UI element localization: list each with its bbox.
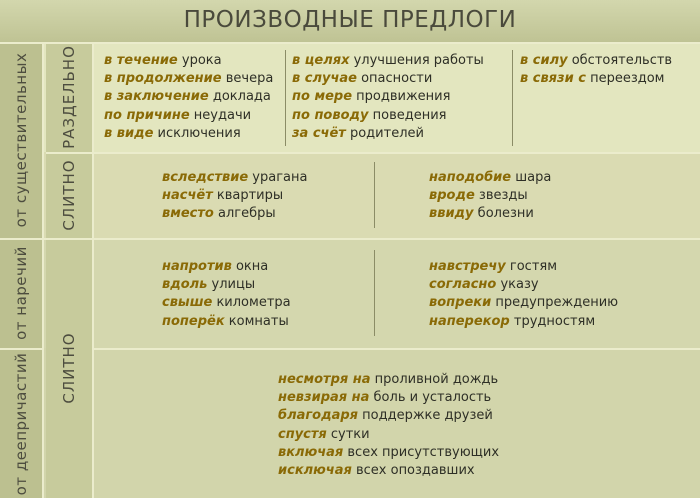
list-item [104, 125, 273, 143]
preposition: в случае [292, 71, 357, 87]
column-divider [512, 50, 513, 146]
list-adverbs-col2 [429, 258, 618, 331]
preposition: спустя [278, 426, 327, 442]
column-divider [285, 50, 286, 146]
category-label-adverbs: от наречий [12, 246, 30, 340]
column-divider [374, 250, 375, 336]
preposition: в заключение [104, 89, 209, 105]
preposition: несмотря на [278, 372, 371, 387]
example-word: урагана [248, 170, 308, 185]
example-word: гостям [505, 259, 558, 274]
example-word: комнаты [224, 313, 289, 329]
list-item [292, 88, 484, 106]
example-word: километра [212, 295, 291, 311]
preposition: в связи с [520, 71, 586, 87]
list-item [429, 169, 551, 187]
example-word: поведения [368, 107, 447, 123]
list-nouns-separate-col2 [292, 52, 484, 143]
list-nouns-separate-col3 [520, 52, 672, 88]
example-word: всех опоздавших [351, 462, 475, 478]
list-item [520, 52, 672, 70]
example-word: сутки [326, 426, 370, 442]
preposition: в виде [104, 125, 154, 141]
divider [92, 42, 94, 498]
preposition: вместо [162, 206, 214, 222]
spelling-label-together: СЛИТНО [60, 332, 78, 404]
list-item [429, 313, 618, 331]
list-nouns-separate-col1 [104, 52, 273, 143]
list-item [104, 88, 273, 106]
preposition: ввиду [429, 206, 474, 222]
page-title: ПРОИЗВОДНЫЕ ПРЕДЛОГИ [0, 0, 700, 42]
band-nouns-together [0, 152, 700, 238]
example-word: урока [177, 53, 222, 68]
list-item [162, 276, 291, 294]
list-item [429, 294, 618, 312]
list-item [278, 462, 499, 480]
preposition: вследствие [162, 170, 249, 185]
list-item [162, 205, 307, 223]
example-word: алгебры [213, 206, 276, 222]
example-word: указу [496, 277, 539, 293]
list-item [429, 258, 618, 276]
example-word: всех присутствующих [343, 444, 500, 460]
example-word: предупреждению [491, 295, 619, 311]
example-word: окна [231, 259, 269, 274]
list-item [162, 313, 291, 331]
preposition: наперекор [429, 313, 510, 329]
preposition: по поводу [292, 107, 369, 123]
list-item [429, 187, 551, 205]
preposition: благодаря [278, 408, 359, 424]
list-item [429, 276, 618, 294]
preposition: в продолжение [104, 71, 222, 87]
example-word: вечера [221, 71, 274, 87]
example-word: поддержке друзей [358, 408, 493, 424]
example-word: болезни [473, 206, 534, 222]
preposition: в течение [104, 53, 178, 68]
preposition: невзирая на [278, 390, 370, 406]
example-word: трудностям [509, 313, 596, 329]
preposition: включая [278, 444, 344, 460]
preposition: по причине [104, 107, 190, 123]
preposition: вроде [429, 188, 475, 204]
category-label-nouns: от существительных [12, 52, 30, 228]
list-item [104, 107, 273, 125]
list-item [162, 169, 307, 187]
list-item [292, 70, 484, 88]
preposition: напротив [162, 259, 232, 274]
preposition: в целях [292, 53, 350, 68]
list-nouns-together-col1 [162, 169, 307, 224]
preposition: свыше [162, 295, 213, 311]
divider [92, 348, 700, 350]
example-word: переездом [585, 71, 665, 87]
list-item [520, 70, 672, 88]
spelling-label-together: СЛИТНО [60, 159, 78, 231]
list-item [104, 70, 273, 88]
list-adverbs-col1 [162, 258, 291, 331]
preposition: насчёт [162, 188, 213, 204]
example-word: продвижения [352, 89, 451, 105]
example-word: звезды [474, 188, 528, 204]
preposition: навстречу [429, 259, 506, 274]
example-word: улицы [207, 277, 256, 293]
example-word: обстоятельств [567, 53, 673, 68]
list-item [429, 205, 551, 223]
list-nouns-together-col2 [429, 169, 551, 224]
example-word: опасности [356, 71, 433, 87]
list-item [162, 258, 291, 276]
preposition: по мере [292, 89, 353, 105]
divider [46, 152, 700, 154]
divider [0, 348, 42, 350]
list-item [278, 426, 499, 444]
preposition: исключая [278, 462, 352, 478]
preposition: наподобие [429, 170, 512, 185]
spelling-label-separate: РАЗДЕЛЬНО [60, 45, 78, 149]
divider [42, 42, 44, 498]
preposition: поперёк [162, 313, 225, 329]
list-item [278, 389, 499, 407]
divider [0, 238, 700, 240]
list-item [162, 187, 307, 205]
preposition: согласно [429, 277, 497, 293]
example-word: шара [511, 170, 552, 185]
divider [0, 42, 700, 44]
preposition: за счёт [292, 125, 346, 141]
list-item [162, 294, 291, 312]
example-word: боль и усталость [369, 390, 492, 406]
list-item [292, 125, 484, 143]
preposition: в силу [520, 53, 568, 68]
preposition: вопреки [429, 295, 492, 311]
example-word: родителей [345, 125, 424, 141]
preposition: вдоль [162, 277, 208, 293]
list-item [278, 444, 499, 462]
list-item [278, 407, 499, 425]
example-word: неудачи [189, 107, 252, 123]
list-item [104, 52, 273, 70]
example-word: улучшения работы [349, 53, 484, 68]
example-word: доклада [208, 89, 271, 105]
list-item [292, 107, 484, 125]
example-word: проливной дождь [370, 372, 499, 387]
category-label-participles: от деепричастий [12, 352, 30, 496]
example-word: квартиры [212, 188, 284, 204]
list-participles [278, 371, 499, 480]
example-word: исключения [153, 125, 241, 141]
list-item [278, 371, 499, 389]
list-item [292, 52, 484, 70]
column-divider [374, 162, 375, 228]
